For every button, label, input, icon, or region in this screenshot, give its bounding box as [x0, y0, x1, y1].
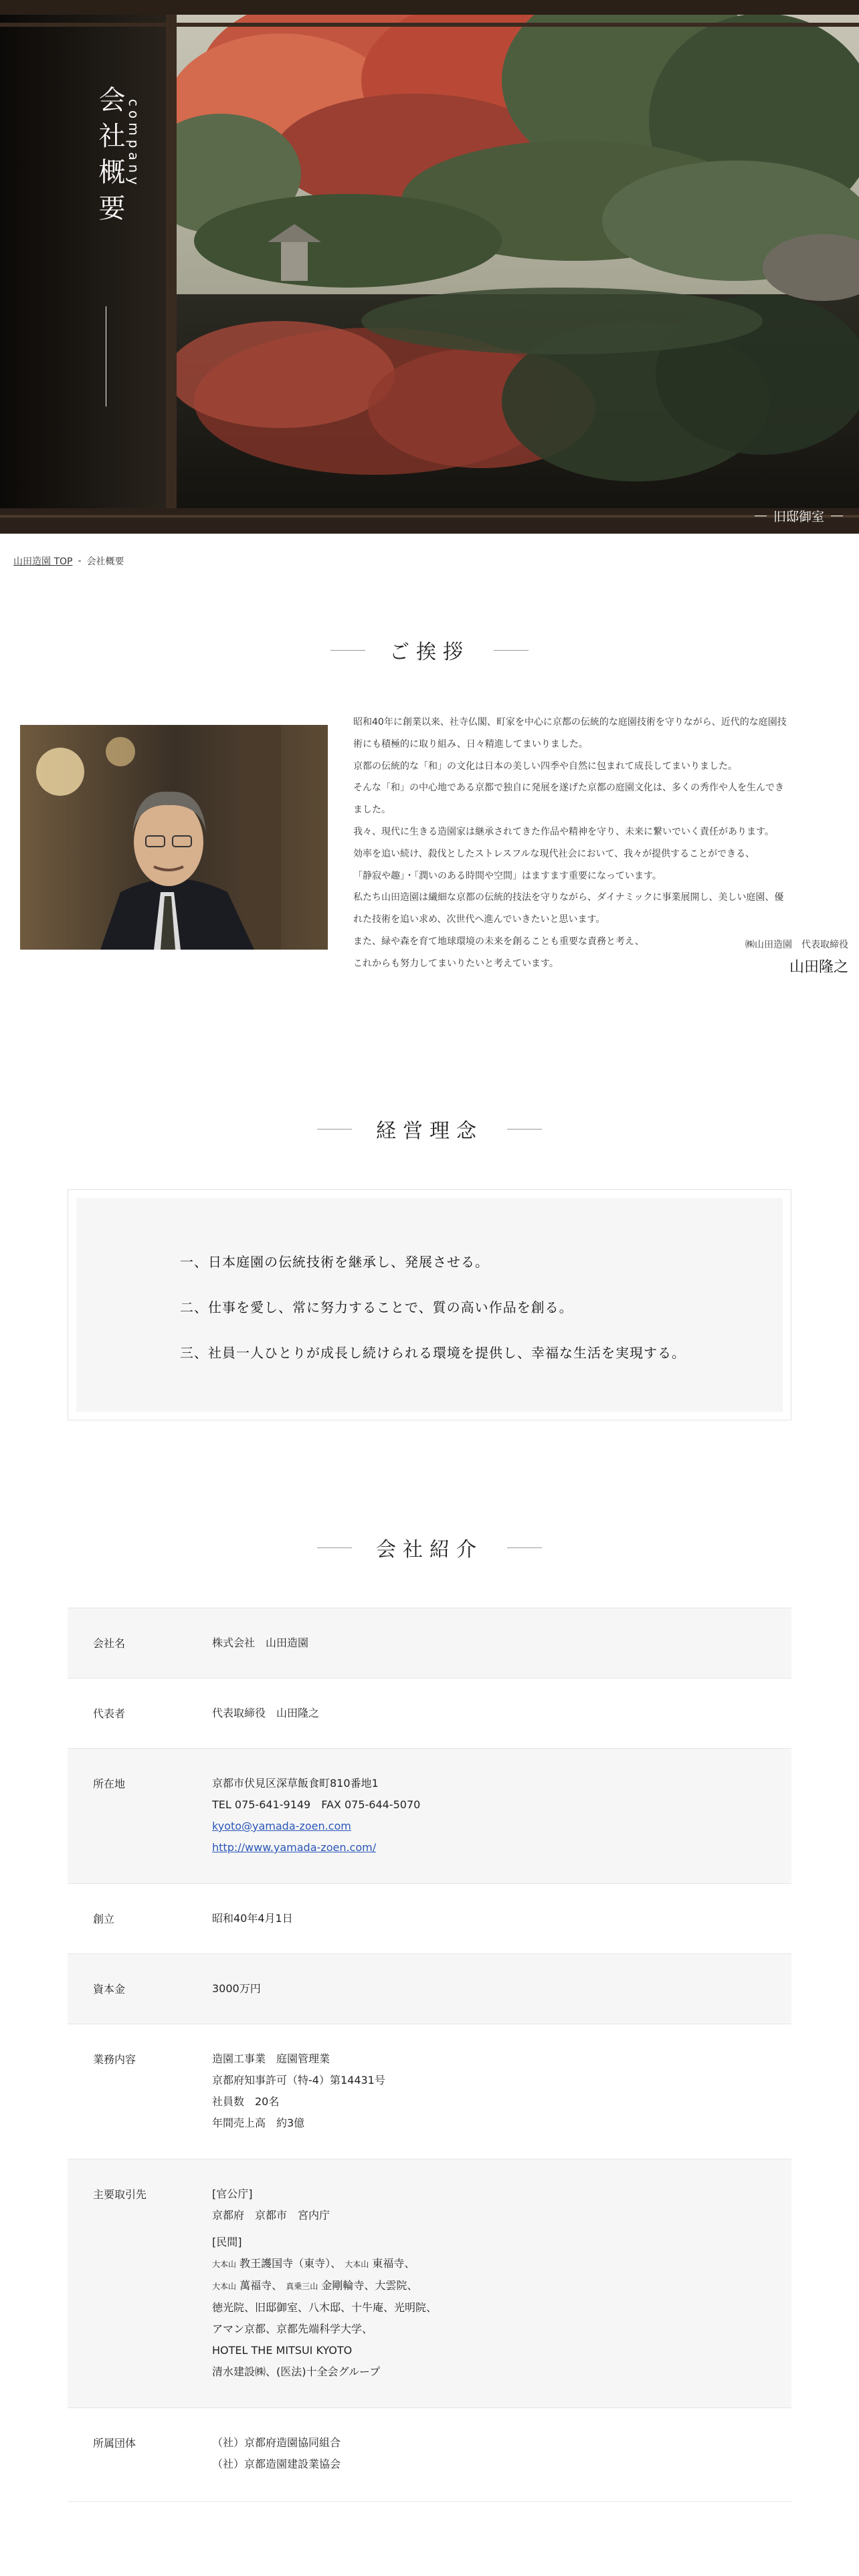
- row-value: [189, 2024, 791, 2159]
- company-info-table: [68, 1608, 791, 2502]
- row-label: 創立: [93, 1913, 115, 1925]
- client-name: 教王護国寺（東寺）、: [240, 2257, 342, 2270]
- heading-rule-right: [494, 650, 529, 651]
- value-line: （社）京都造園建設業協会: [212, 2458, 341, 2470]
- client-prefix: 大本山: [212, 2260, 237, 2269]
- signature-name: 山田隆之: [789, 959, 848, 976]
- philosophy-box: [68, 1189, 791, 1420]
- greeting-line: 我々、現代に生きる造園家は継承されてきた作品や精神を守り、未来に繋いでいく責任があります。: [353, 826, 774, 837]
- row-value: [189, 1679, 791, 1748]
- clients-gov: 京都府 京都市 宮内庁: [212, 2209, 330, 2222]
- greeting-line: 昭和40年に創業以来、社寺仏閣、町家を中心に京都の伝統的な庭園技術を守りながら、近代的な庭園技: [353, 717, 787, 728]
- philosophy-item: 三、社員一人ひとりが成長し続けられる環境を提供し、幸福な生活を実現する。: [180, 1345, 686, 1361]
- greeting-line: そんな「和」の中心地である京都で独自に発展を遂げた京都の庭園文化は、多くの秀作や人を生んでき: [353, 782, 784, 794]
- company-title: 会社紹介: [376, 1538, 483, 1562]
- page-title: 会社概要: [94, 86, 125, 230]
- client-prefix: 真乗三山: [286, 2282, 318, 2291]
- value-line: （社）京都府造園協同組合: [212, 2436, 341, 2449]
- value-line: 3000万円: [212, 1982, 261, 1995]
- value-line: 昭和40年4月1日: [212, 1912, 293, 1925]
- clients-gov-label: [官公庁]: [212, 2187, 253, 2200]
- greeting-line: ました。: [353, 804, 391, 816]
- clients-line: HOTEL THE MITSUI KYOTO: [212, 2344, 353, 2357]
- greeting-line: また、緑や森を育て地球環境の未来を創ることも重要な責務と考え、: [353, 936, 644, 947]
- email-link[interactable]: kyoto@yamada-zoen.com: [212, 1820, 351, 1832]
- greeting-heading: [0, 635, 859, 665]
- philosophy-title: 経営理念: [376, 1119, 483, 1143]
- client-name: 東福寺、: [372, 2257, 415, 2270]
- value-line: 年間売上高 約3億: [212, 2117, 305, 2129]
- clients-private-label: [民間]: [212, 2236, 242, 2248]
- hero-banner: [0, 0, 859, 534]
- greeting-line: れた技術を追い求め、次世代へ進んでいきたいと思います。: [353, 914, 605, 926]
- value-line: 代表取締役 山田隆之: [212, 1707, 320, 1719]
- page-subtitle: company: [126, 99, 142, 189]
- row-label: 主要取引先: [93, 2188, 147, 2201]
- row-label: 会社名: [93, 1637, 126, 1650]
- phone-line: TEL 075-641-9149 FAX 075-644-5070: [212, 1798, 421, 1811]
- greeting-line: 効率を追い続け、殺伐としたストレスフルな現代社会において、我々が提供することができる、: [353, 848, 755, 859]
- clients-line: アマン京都、京都先端科学大学、: [212, 2323, 373, 2335]
- row-value: [189, 1608, 791, 1678]
- president-photo: [20, 725, 328, 950]
- photo-caption: [755, 507, 843, 525]
- philosophy-heading: [0, 1114, 859, 1144]
- greeting-line: 術にも積極的に取り組み、日々精進してまいりました。: [353, 738, 588, 750]
- heading-rule-right: [507, 1547, 542, 1548]
- greeting-section: [0, 712, 859, 1021]
- row-value: [189, 1884, 791, 1953]
- table-row-business: [68, 2024, 791, 2159]
- value-line: 株式会社 山田造園: [212, 1636, 309, 1649]
- breadcrumb-current: 会社概要: [86, 556, 124, 567]
- value-line: 社員数 20名: [212, 2095, 280, 2108]
- row-value: [189, 2159, 791, 2407]
- row-value: [189, 2408, 791, 2501]
- row-label: 業務内容: [93, 2053, 136, 2066]
- signature-title: ㈱山田造園 代表取締役: [745, 940, 848, 950]
- philosophy-item: 一、日本庭園の伝統技術を継承し、発展させる。: [180, 1254, 489, 1270]
- heading-rule-left: [317, 1547, 352, 1548]
- greeting-title: ご挨拶: [389, 641, 470, 664]
- breadcrumb-separator: -: [78, 556, 82, 566]
- hero-title-block: [91, 86, 171, 326]
- value-line: 造園工事業 庭園管理業: [212, 2052, 330, 2065]
- greeting-message: [353, 712, 846, 975]
- table-row-capital: [68, 1954, 791, 2024]
- client-name: 萬福寺、: [240, 2279, 283, 2292]
- client-name: 金剛輪寺、大雲院、: [321, 2279, 418, 2292]
- client-prefix: 大本山: [212, 2282, 237, 2291]
- heading-rule-left: [330, 650, 365, 651]
- company-heading: [0, 1533, 859, 1562]
- clients-line: 徳光院、旧邸御室、八木邸、十牛庵、光明院、: [212, 2301, 438, 2314]
- table-row-company-name: [68, 1608, 791, 1679]
- table-row-associations: [68, 2408, 791, 2502]
- website-link[interactable]: http://www.yamada-zoen.com/: [212, 1841, 377, 1854]
- heading-rule-right: [507, 1129, 542, 1130]
- breadcrumb-home-link[interactable]: 山田造園 TOP: [13, 556, 73, 567]
- heading-rule-left: [317, 1129, 352, 1130]
- client-prefix: 大本山: [345, 2260, 369, 2269]
- clients-line: [212, 2275, 778, 2297]
- breadcrumb: [0, 534, 859, 574]
- greeting-line: 私たち山田造園は繊細な京都の伝統的技法を守りながら、ダイナミックに事業展開し、美しい庭園、優: [353, 892, 784, 903]
- row-value: [189, 1954, 791, 2024]
- row-label: 資本金: [93, 1983, 126, 1996]
- table-row-representative: [68, 1679, 791, 1749]
- table-row-address: [68, 1749, 791, 1884]
- row-label: 所属団体: [93, 2437, 136, 2450]
- table-row-clients: [68, 2159, 791, 2408]
- row-label: 所在地: [93, 1778, 126, 1790]
- row-label: 代表者: [93, 1707, 126, 1720]
- greeting-line: 「静寂や趣」・「潤いのある時間や空間」はますます重要になっています。: [353, 870, 662, 881]
- address-line: 京都市伏見区深草飯食町810番地1: [212, 1777, 379, 1790]
- greeting-line: 京都の伝統的な「和」の文化は日本の美しい四季や自然に包まれて成長してまいりました。: [353, 760, 737, 772]
- greeting-line: これからも努力してまいりたいと考えています。: [353, 958, 559, 969]
- clients-line: 清水建設㈱、(医法)十全会グループ: [212, 2365, 381, 2378]
- row-value: [189, 1749, 791, 1883]
- clients-line: [212, 2253, 778, 2275]
- table-row-founded: [68, 1884, 791, 1954]
- value-line: 京都府知事許可（特-4）第14431号: [212, 2074, 385, 2086]
- caption-text: 旧邸御室: [773, 510, 824, 524]
- philosophy-list: [76, 1198, 783, 1412]
- philosophy-item: 二、仕事を愛し、常に努力することで、質の高い作品を創る。: [180, 1299, 573, 1315]
